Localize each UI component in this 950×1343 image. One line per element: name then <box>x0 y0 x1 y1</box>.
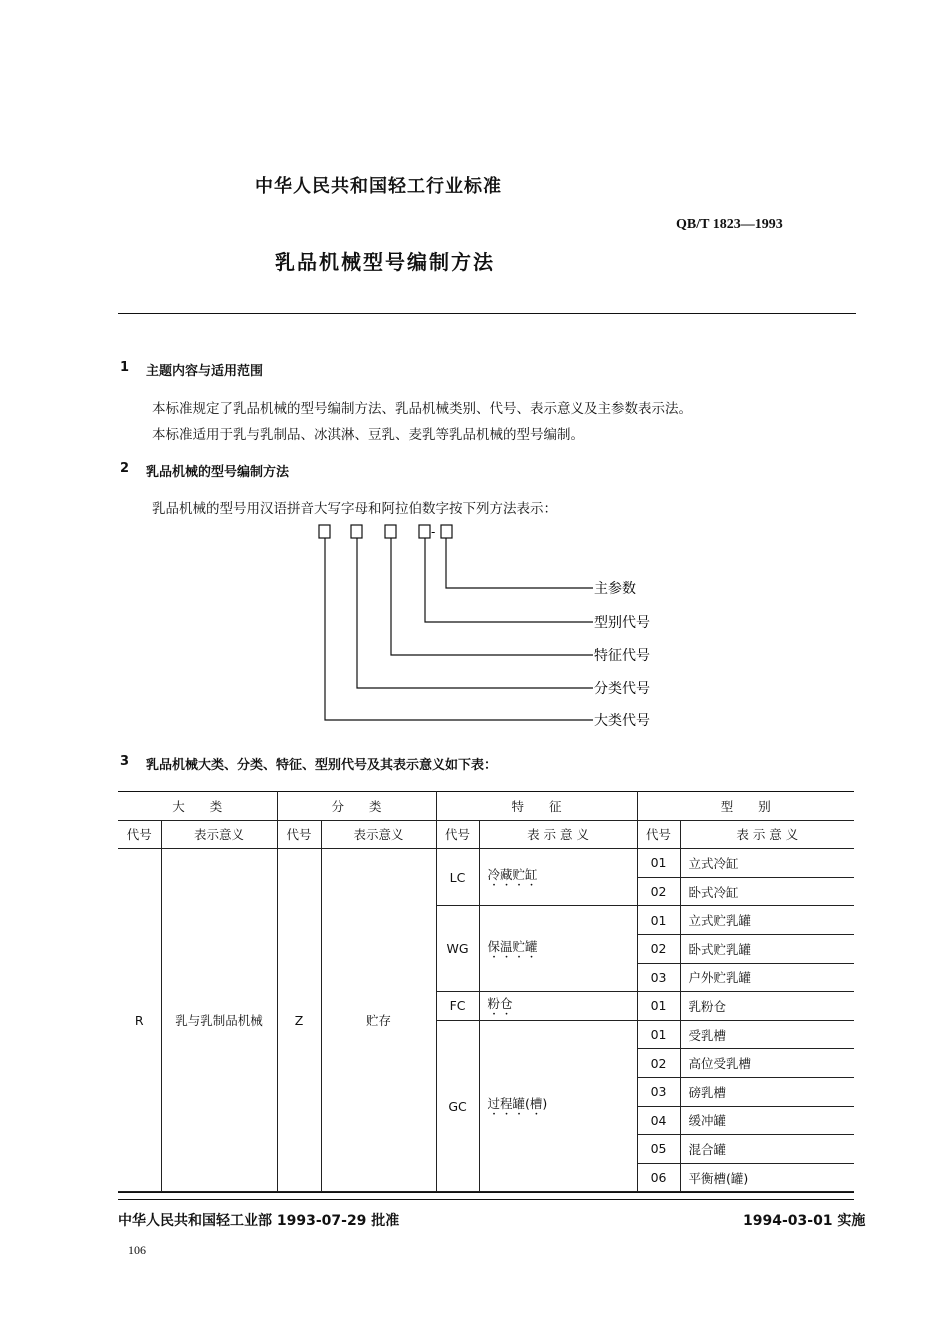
subheader-major-code: 代号 <box>118 820 161 849</box>
organization-title: 中华人民共和国轻工行业标准 <box>255 176 502 197</box>
type-code-cell: 01 <box>637 1020 680 1049</box>
type-meaning-cell: 磅乳槽 <box>680 1077 854 1106</box>
feature-box <box>385 525 396 538</box>
feature-code-cell: GC <box>436 1020 479 1192</box>
table-row <box>118 849 854 878</box>
type-meaning-cell: 高位受乳槽 <box>680 1049 854 1078</box>
page-number: 106 <box>128 1243 146 1257</box>
leader-line-feature-code <box>391 538 593 655</box>
model-code-diagram <box>300 520 720 740</box>
implementation-date: 1994-03-01 实施 <box>743 1213 866 1229</box>
standard-number: QB/T 1823—1993 <box>676 217 783 232</box>
header-minor-class: 分 类 <box>277 792 436 821</box>
subheader-type-meaning: 表 示 意 义 <box>680 820 854 849</box>
type-meaning-cell: 卧式贮乳罐 <box>680 934 854 963</box>
type-code-cell: 04 <box>637 1106 680 1135</box>
type-code-cell: 06 <box>637 1163 680 1192</box>
approval-line: 中华人民共和国轻工业部 1993-07-29 批准 <box>118 1213 400 1229</box>
footer-rule <box>118 1199 854 1200</box>
major-meaning-cell: 乳与乳制品机械 <box>161 849 277 1192</box>
type-code-cell: 02 <box>637 877 680 906</box>
leader-line-type-code <box>425 538 593 622</box>
leader-line-major-class-code <box>325 538 593 720</box>
section-2-title: 乳品机械的型号编制方法 <box>146 465 290 480</box>
header-type: 型 别 <box>637 792 854 821</box>
feature-meaning-text: 过程罐(槽) <box>487 1096 548 1112</box>
feature-meaning-text: 保温贮罐 <box>487 938 538 954</box>
subheader-major-meaning: 表示意义 <box>161 820 277 849</box>
type-box <box>419 525 430 538</box>
type-meaning-cell: 立式冷缸 <box>680 849 854 878</box>
type-meaning-cell: 卧式冷缸 <box>680 877 854 906</box>
type-code-cell: 02 <box>637 934 680 963</box>
feature-meaning-text: 粉仓 <box>487 995 513 1011</box>
subheader-feature-meaning: 表 示 意 义 <box>479 820 637 849</box>
header-major-class: 大 类 <box>118 792 277 821</box>
type-meaning-cell: 户外贮乳罐 <box>680 963 854 992</box>
major-code-cell: R <box>118 849 161 1192</box>
header-feature: 特 征 <box>436 792 637 821</box>
type-code-cell: 01 <box>637 849 680 878</box>
feature-meaning-cell <box>479 992 637 1021</box>
header-rule <box>118 313 856 314</box>
type-meaning-cell: 受乳槽 <box>680 1020 854 1049</box>
type-meaning-cell: 立式贮乳罐 <box>680 906 854 935</box>
section-3-number: 3 <box>120 754 130 769</box>
table-bottom-rule <box>118 1192 854 1193</box>
major-class-box <box>319 525 330 538</box>
feature-meaning-text: 冷藏贮缸 <box>487 867 538 883</box>
type-meaning-cell: 缓冲罐 <box>680 1106 854 1135</box>
code-table <box>118 791 854 1192</box>
section-1-paragraph-2: 本标准适用于乳与乳制品、冰淇淋、豆乳、麦乳等乳品机械的型号编制。 <box>152 427 584 443</box>
document-title: 乳品机械型号编制方法 <box>275 250 495 274</box>
feature-code-cell: WG <box>436 906 479 992</box>
section-1-paragraph-1: 本标准规定了乳品机械的型号编制方法、乳品机械类别、代号、表示意义及主参数表示法。 <box>152 401 692 417</box>
section-3-title: 乳品机械大类、分类、特征、型别代号及其表示意义如下表： <box>146 758 498 773</box>
type-meaning-cell: 平衡槽(罐) <box>680 1163 854 1192</box>
type-code-cell: 02 <box>637 1049 680 1078</box>
type-code-cell: 01 <box>637 906 680 935</box>
feature-meaning-cell <box>479 849 637 906</box>
minor-code-cell: Z <box>277 849 321 1192</box>
feature-code-cell: FC <box>436 992 479 1021</box>
subheader-type-code: 代号 <box>637 820 680 849</box>
type-meaning-cell: 混合罐 <box>680 1135 854 1164</box>
section-1-title: 主题内容与适用范围 <box>146 364 264 379</box>
subheader-feature-code: 代号 <box>436 820 479 849</box>
subheader-minor-meaning: 表示意义 <box>321 820 436 849</box>
diagram-dash: - <box>431 525 436 539</box>
leader-line-main-parameter <box>446 538 593 588</box>
label-feature-code: 特征代号 <box>594 648 650 664</box>
feature-meaning-cell <box>479 906 637 992</box>
subheader-minor-code: 代号 <box>277 820 321 849</box>
minor-meaning-cell: 贮存 <box>321 849 436 1192</box>
feature-meaning-cell <box>479 1020 637 1192</box>
type-meaning-cell: 乳粉仓 <box>680 992 854 1021</box>
leader-line-minor-class-code <box>357 538 593 688</box>
label-type-code: 型别代号 <box>594 615 650 631</box>
section-2-number: 2 <box>120 461 130 476</box>
type-code-cell: 05 <box>637 1135 680 1164</box>
type-code-cell: 03 <box>637 963 680 992</box>
label-major-class-code: 大类代号 <box>594 713 650 729</box>
section-1-number: 1 <box>120 360 130 375</box>
main-parameter-box <box>441 525 452 538</box>
label-minor-class-code: 分类代号 <box>594 681 650 697</box>
type-code-cell: 03 <box>637 1077 680 1106</box>
label-main-parameter: 主参数 <box>594 581 636 597</box>
feature-code-cell: LC <box>436 849 479 906</box>
minor-class-box <box>351 525 362 538</box>
type-code-cell: 01 <box>637 992 680 1021</box>
section-2-paragraph: 乳品机械的型号用汉语拼音大写字母和阿拉伯数字按下列方法表示： <box>152 501 557 517</box>
